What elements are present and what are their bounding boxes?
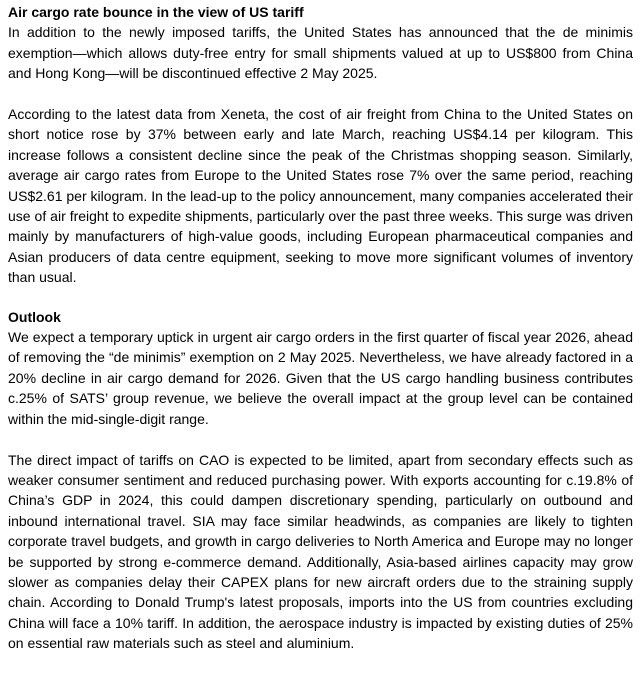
section-heading: Air cargo rate bounce in the view of US tariff (8, 4, 304, 20)
paragraph: We expect a temporary uptick in urgent air cargo orders in the first quarter of fiscal year 2026, ahead of removing the “de minimis” exemption on 2 May 2025. Nevertheless, we have already factored in a 20% decline in air cargo demand for 2026. Given that the US cargo handling business contributes c.25% of SATS’ group revenue, we believe the overall impact at the group level can be contained within the mid-single-digit range. (8, 329, 633, 427)
paragraph: The direct impact of tariffs on CAO is expected to be limited, apart from secondary effects such as weaker consumer sentiment and reduced purchasing power. With exports accounting for c.19.8% of China’s GDP in 2024, this could dampen discretionary spending, particularly on outbound and inbound international travel. SIA may face similar headwinds, as companies are likely to tighten corporate travel budgets, and growth in cargo deliveries to North America and Europe may no longer be supported by strong e-commerce demand. Additionally, Asia-based airlines capacity may grow slower as companies delay their CAPEX plans for new aircraft orders due to the straining supply chain. According to Donald Trump's latest proposals, imports into the US from countries excluding China will face a 10% tariff. In addition, the aerospace industry is impacted by existing duties of 25% on essential raw materials such as steel and aluminium. (8, 451, 633, 652)
paragraph: According to the latest data from Xeneta, the cost of air freight from China to the United States on short notice rose by 37% between early and late March, reaching US$4.14 per kilogram. This increase follows a consistent decline since the peak of the Christmas shopping season. Similarly, average air cargo rates from Europe to the United States rose 7% over the same period, reaching US$2.61 per kilogram. In the lead-up to the policy announcement, many companies accelerated their use of air freight to expedite shipments, particularly over the past three weeks. This surge was driven mainly by manufacturers of high-value goods, including European pharmaceutical companies and Asian producers of data centre equipment, seeking to move more significant volumes of inventory than usual. (8, 106, 633, 286)
paragraph-gap (8, 429, 633, 449)
section-outlook (8, 307, 633, 654)
paragraph-gap (8, 84, 633, 104)
paragraph: In addition to the newly imposed tariffs, the United States has announced that the de minimis exemption—which allows duty-free entry for small shipments valued at up to US$800 from China and Hong Kong—will be discontinued effective 2 May 2025. (8, 24, 633, 82)
section-heading: Outlook (8, 308, 61, 325)
section-gap (8, 288, 633, 307)
section-air-cargo (8, 2, 633, 288)
